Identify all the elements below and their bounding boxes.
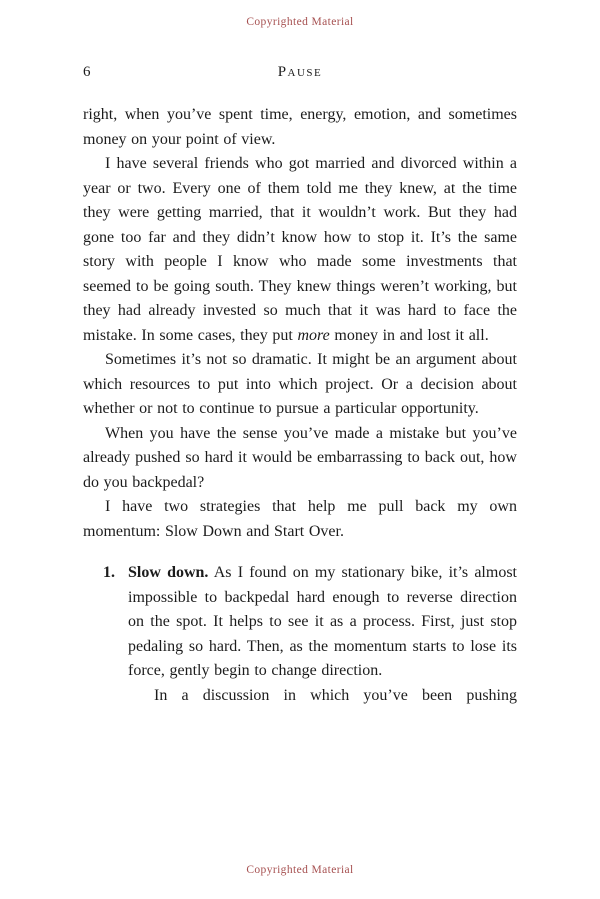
paragraph-2-text-after: money in and lost it all. (329, 326, 489, 344)
paragraph-5-text: I have two strategies that help me pull back my own momentum: Slow Down and Start Over. (83, 498, 517, 540)
italic-word-more: more (297, 326, 330, 344)
list-item-1-number: 1. (103, 564, 115, 581)
copyright-notice-bottom: Copyrighted Material (246, 864, 354, 876)
page-body (83, 103, 517, 708)
list-item-1-continuation: In a discussion in which you’ve been pushing (154, 686, 517, 704)
page-number: 6 (83, 64, 91, 80)
paragraph-3-text: Sometimes it’s not so dramatic. It might be an argument about which resources to put into which project. Or a decision about whether or not to continue to pursue a particular opportunity. (83, 351, 517, 417)
paragraph-2 (83, 152, 517, 348)
list-item-1-paragraph (128, 561, 517, 684)
copyright-notice-top: Copyrighted Material (246, 16, 354, 28)
paragraph-4-text: When you have the sense you’ve made a mistake but you’ve already pushed so hard it would be embarrassing to back out, how do you backpedal? (83, 424, 517, 491)
list-item-1-lead: Slow down. (128, 564, 209, 581)
list-item-1-text: As I found on my stationary bike, it’s almost impossible to backpedal hard enough to reverse direction on the spot. It helps to see it as a process. First, just stop pedaling so hard. Then, as the momentum starts to lose its force, gently begin to change direction. (128, 564, 517, 679)
list-item-1 (83, 561, 517, 708)
paragraph-5 (83, 495, 517, 544)
paragraph-3 (83, 348, 517, 422)
running-header-title: Pause (277, 64, 323, 80)
paragraph-1-text: right, when you’ve spent time, energy, emotion, and sometimes money on your point of view. (83, 106, 517, 148)
paragraph-1 (83, 103, 517, 152)
paragraph-4 (83, 422, 517, 496)
paragraph-2-text-before: I have several friends who got married and divorced within a year or two. Every one of them told me they knew, at the time they were getting married, that it wouldn’t work. But they had gone too far and they didn’t know how to stop it. It’s the same story with people I know who made some investments that seemed to be going south. They knew things weren’t working, but they had already invested so much that it was hard to face the mistake. In some cases, they put (83, 155, 517, 344)
running-header (83, 64, 517, 86)
